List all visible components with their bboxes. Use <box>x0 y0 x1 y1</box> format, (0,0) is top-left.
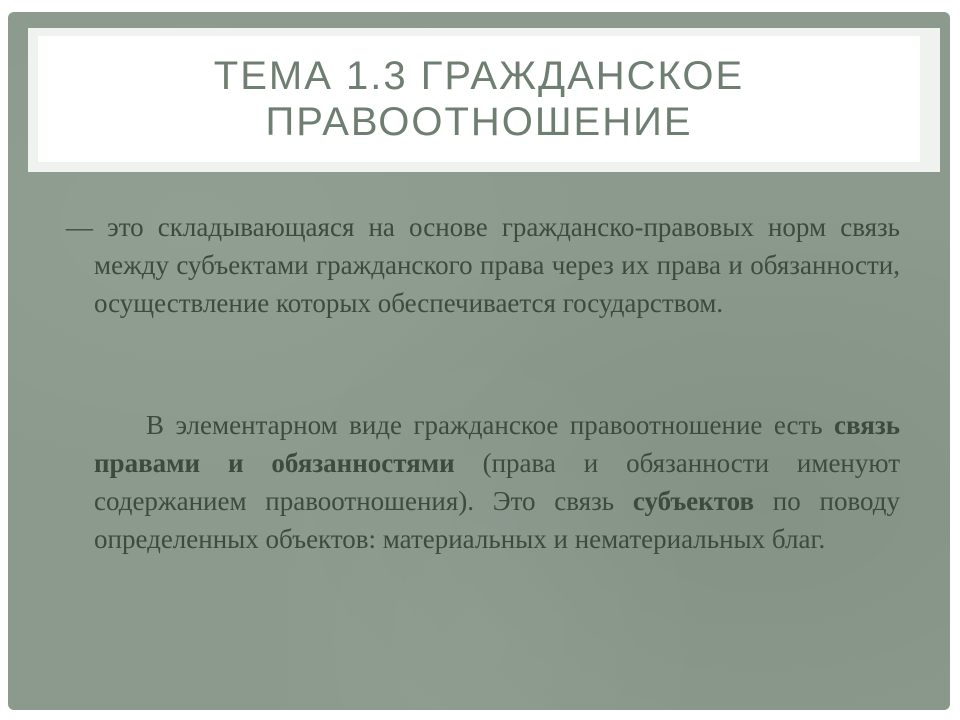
slide-title <box>214 53 744 145</box>
definition-paragraph: — это складывающаяся на основе гражданско-правовых норм связь между субъектами гражданского права через их права и обязанности, осуществление которых обеспечивается государством. <box>66 212 900 318</box>
title-line-2: ПРАВООТНОШЕНИЕ <box>265 100 693 144</box>
title-frame <box>28 28 940 172</box>
explanation-bold-2: субъектов <box>632 486 755 516</box>
explanation-bold-1: связь правами и обязанностями <box>94 410 900 478</box>
slide <box>8 12 950 710</box>
explanation-text-2: (права и обязанности именуют содержанием правоотношения). Это связь <box>94 448 900 516</box>
title-box <box>38 36 920 162</box>
title-line-1: ТЕМА 1.3 ГРАЖДАНСКОЕ <box>213 54 745 98</box>
explanation-text-3: по поводу определенных объектов: материальных и нематериальных благ. <box>94 486 900 554</box>
explanation-paragraph <box>94 406 900 558</box>
explanation-text-1: В элементарном виде гражданское правоотношение есть <box>146 410 835 440</box>
